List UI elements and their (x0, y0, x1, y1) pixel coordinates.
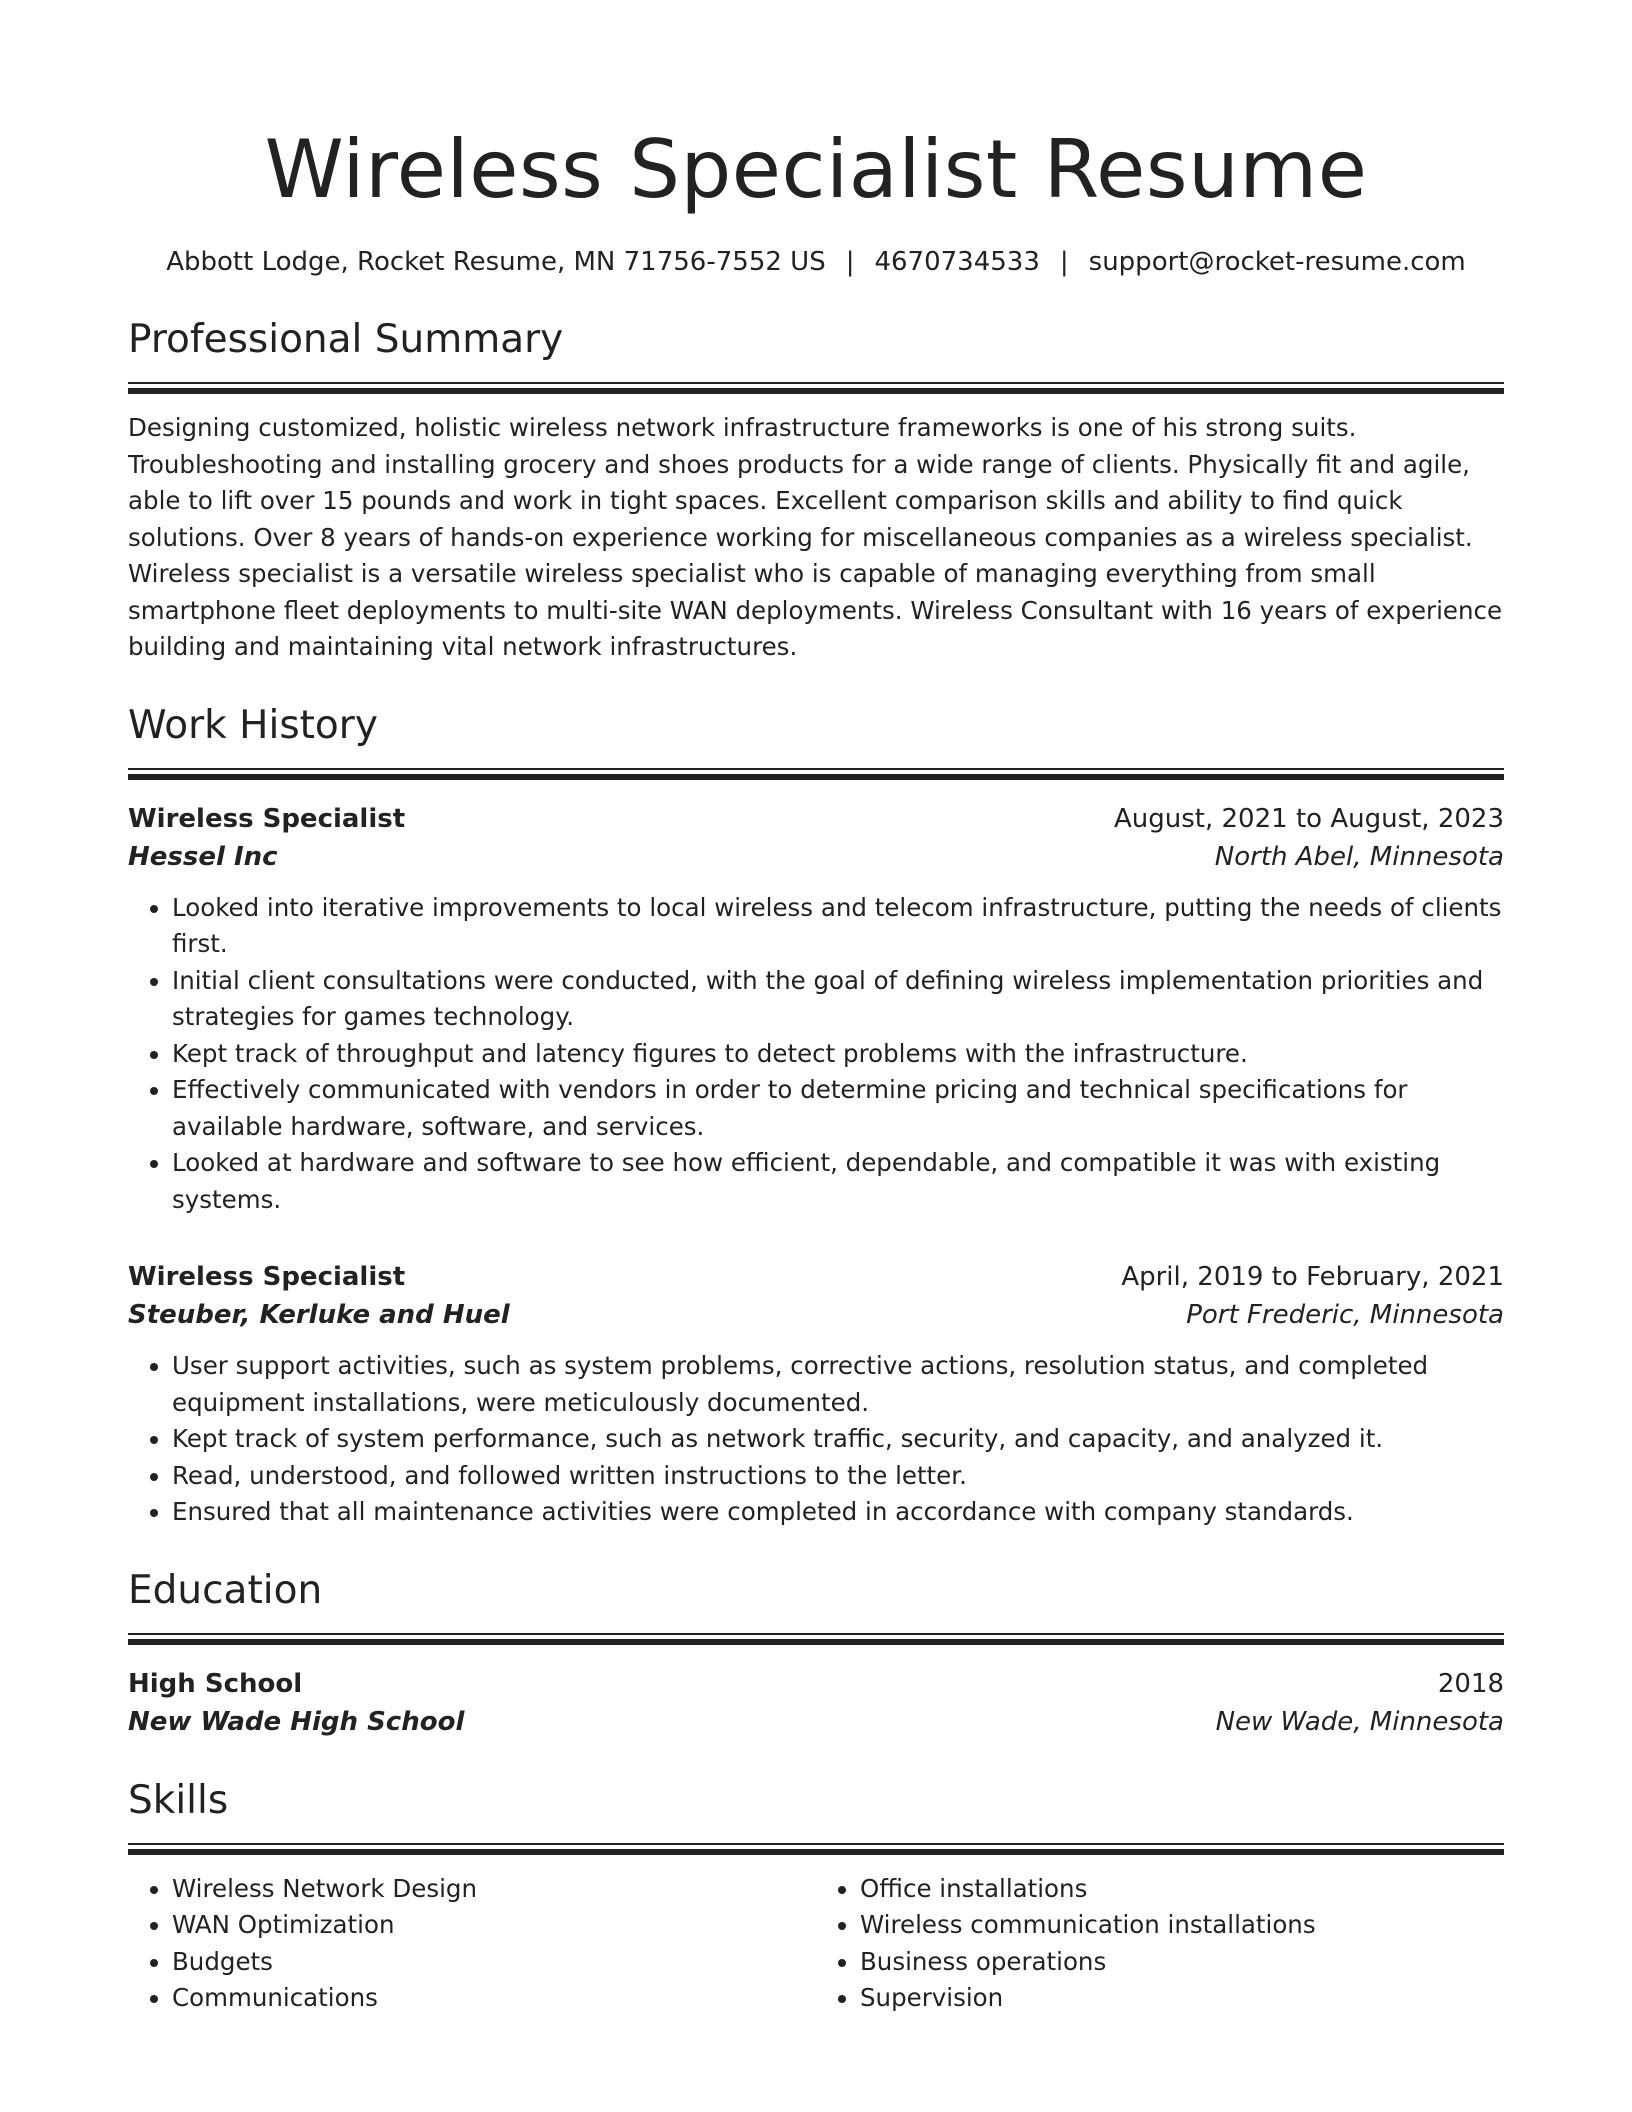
section-divider (128, 1633, 1504, 1643)
skill-item: • Wireless communication installations (860, 1907, 1504, 1944)
job-bullet: • Looked at hardware and software to see how efficient, dependable, and compatible it was with existing systems. (172, 1145, 1504, 1218)
contact-email: support@rocket-resume.com (1088, 247, 1466, 277)
job-company: Hessel Inc (128, 841, 278, 872)
skill-item: • Supervision (860, 1980, 1504, 2017)
skill-item: • Business operations (860, 1944, 1504, 1981)
resume-title: Wireless Specialist Resume (264, 123, 1368, 216)
summary-section (128, 314, 1504, 666)
skill-item: • WAN Optimization (172, 1907, 816, 1944)
education-section (128, 1565, 1504, 1741)
job-dates: April, 2019 to February, 2021 (1121, 1262, 1504, 1292)
job-bullet: • User support activities, such as system problems, corrective actions, resolution status, and completed equipment installations, were meticulously documented. (172, 1348, 1504, 1421)
skill-item: • Wireless Network Design (172, 1871, 816, 1908)
section-divider (128, 382, 1504, 392)
skills-section (128, 1775, 1504, 2017)
contact-line (128, 244, 1504, 280)
section-divider (128, 1843, 1504, 1853)
job-dates: August, 2021 to August, 2023 (1114, 803, 1504, 834)
skills-list-right (816, 1871, 1504, 2017)
work-history-section (128, 700, 1504, 1531)
skill-item: • Budgets (172, 1944, 816, 1981)
section-divider (128, 768, 1504, 778)
skills-columns (128, 1871, 1504, 2017)
education-heading: Education (128, 1567, 323, 1613)
job-bullet: • Effectively communicated with vendors in order to determine pricing and technical specifications for available hardware, software, and services. (172, 1072, 1504, 1145)
job-title: Wireless Specialist (128, 1262, 406, 1292)
job-bullet: • Looked into iterative improvements to local wireless and telecom infrastructure, putting the needs of clients first. (172, 890, 1504, 963)
work-history-heading: Work History (128, 702, 378, 748)
skill-item: • Communications (172, 1980, 816, 2017)
job-bullet: • Initial client consultations were conducted, with the goal of defining wireless implementation priorities and strategies for games technology. (172, 963, 1504, 1036)
job-title: Wireless Specialist (128, 803, 406, 834)
education-degree: High School (128, 1668, 303, 1699)
contact-phone: 4670734533 (874, 247, 1040, 277)
skills-heading: Skills (128, 1777, 229, 1823)
education-entry (128, 1665, 1504, 1741)
job-company: Steuber, Kerluke and Huel (128, 1300, 510, 1330)
job-bullet: • Kept track of throughput and latency figures to detect problems with the infrastructure. (172, 1036, 1504, 1073)
education-location: New Wade, Minnesota (1215, 1706, 1504, 1737)
job-bullets (128, 890, 1504, 1219)
contact-separator: | (845, 247, 855, 277)
job-entry (128, 800, 1504, 1219)
summary-heading: Professional Summary (128, 317, 564, 362)
job-bullet: • Read, understood, and followed written instructions to the letter. (172, 1458, 1504, 1495)
summary-text: Designing customized, holistic wireless network infrastructure frameworks is one of his strong suits. Troubleshooting and installing grocery and shoes products for a wide range of clients. Physically fit and agile, able to lift over 15 pounds and work in tight spaces. Excellent comparison skills and ability to find quick solutions. Over 8 years of hands-on experience working for miscellaneous companies as a wireless specialist. Wireless specialist is a versatile wireless specialist who is capable of managing everything from small smartphone fleet deployments to multi-site WAN deployments. Wireless Consultant with 16 years of experience building and maintaining vital network infrastructures. (128, 413, 1503, 661)
job-bullet: • Ensured that all maintenance activities were completed in accordance with company standards. (172, 1494, 1504, 1531)
skill-item: • Office installations (860, 1871, 1504, 1908)
skills-list-left (128, 1871, 816, 2017)
job-location: Port Frederic, Minnesota (1186, 1300, 1504, 1330)
job-entry (128, 1258, 1504, 1531)
job-bullets (128, 1348, 1504, 1531)
education-school: New Wade High School (128, 1706, 465, 1737)
contact-address: Abbott Lodge, Rocket Resume, MN 71756-7552 US (166, 247, 826, 277)
education-year: 2018 (1437, 1668, 1504, 1699)
job-location: North Abel, Minnesota (1214, 841, 1504, 872)
contact-separator: | (1059, 247, 1069, 277)
job-bullet: • Kept track of system performance, such as network traffic, security, and capacity, and analyzed it. (172, 1421, 1504, 1458)
